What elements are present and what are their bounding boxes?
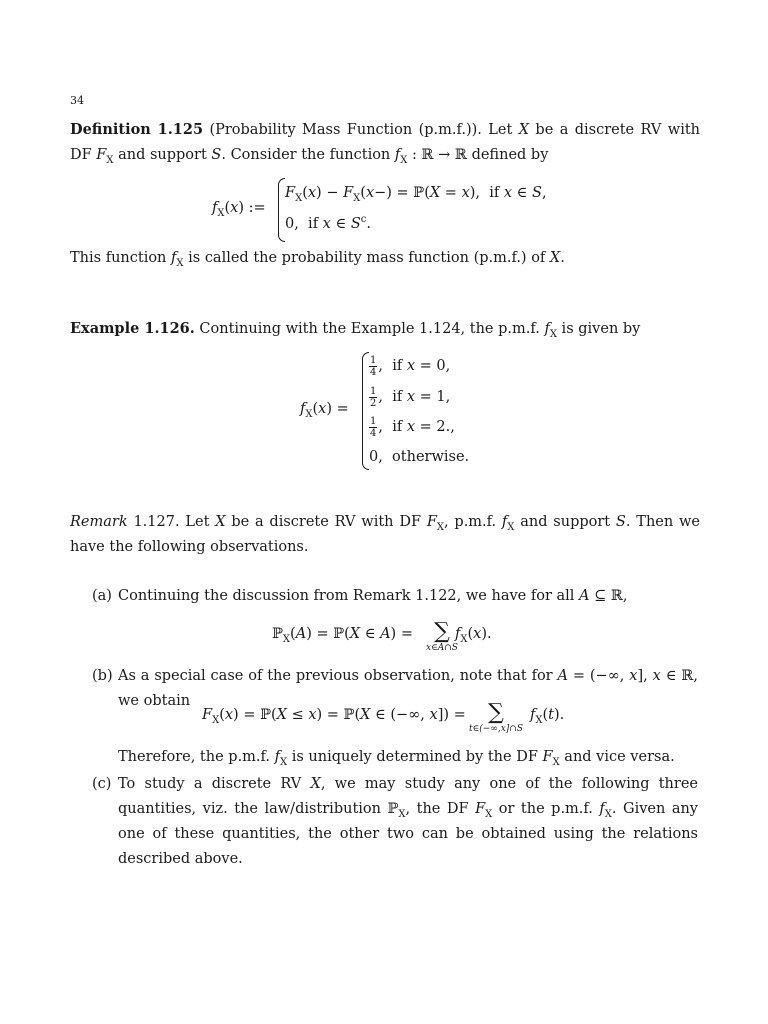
left-brace: [362, 352, 369, 470]
equation-b-rhs: $f_X(t)$.: [530, 707, 565, 726]
definition-title: (Probability Mass Function (p.m.f.)).: [209, 122, 482, 138]
page-number: 34: [70, 94, 84, 107]
item-label: (b): [92, 668, 113, 684]
example-equation-lhs: $f_X(x)$ =: [300, 401, 349, 420]
example-case-1: $\frac{1}{4}$ , if x = 0,: [370, 354, 451, 378]
remark-number: 1.127.: [133, 514, 180, 530]
example-case-4: 0, otherwise.: [369, 449, 470, 465]
definition-heading: Definition 1.125: [70, 121, 204, 138]
remark-item-a: (a) Continuing the discussion from Remark 1.122, we have for all A ⊆ ℝ,: [92, 584, 698, 609]
definition-case-1: $F_X(x) - F_X(x-)$ = ℙ(X = x), if x ∈ S,: [285, 185, 547, 204]
fraction-one-quarter: $\frac{1}{4}$: [370, 354, 377, 378]
remark-item-b: (b) As a special case of the previous observation, note that for A = (−∞, x], x ∈ ℝ, we obtain: [92, 664, 698, 714]
equation-a-rhs: $f_X(x)$.: [455, 626, 492, 645]
example-heading: Example 1.126.: [70, 320, 195, 337]
example-case-3: $\frac{1}{4}$ , if x = 2.,: [370, 415, 455, 439]
remark-item-c: (c) To study a discrete RV X, we may study any one of the following three quantities, viz. the law/distribution ℙ$_X$, the DF $F_X$ or the p.m.f. $f_X$. Given any one of these quantities, the other two can be obtained using the relations described above.: [92, 772, 698, 872]
example-case-2: $\frac{1}{2}$ , if x = 1,: [370, 385, 451, 409]
remark-paragraph: Remark 1.127. Let X be a discrete RV with DF $F_X$, p.m.f. $f_X$ and support S. Then we have the following observations.: [70, 514, 700, 555]
equation-b-lhs: $F_X(x)$ = ℙ(X ≤ x) = ℙ(X ∈ (−∞, x]) =: [202, 707, 466, 726]
remark-heading: Remark: [70, 514, 128, 530]
left-brace: [278, 178, 285, 242]
fraction-one-quarter: $\frac{1}{4}$: [370, 415, 377, 439]
item-label: (a): [92, 588, 112, 604]
definition-case-2: 0, if x ∈ $S^c$.: [285, 214, 371, 232]
remark-item-b-continued: Therefore, the p.m.f. $f_X$ is uniquely determined by the DF $F_X$ and vice versa.: [118, 749, 675, 768]
example-paragraph: Example 1.126. Continuing with the Example 1.124, the p.m.f. $f_X$ is given by: [70, 320, 641, 340]
sum-symbol: ∑ x∈A∩S: [426, 619, 458, 653]
definition-equation-lhs: $f_X(x)$ :=: [212, 200, 266, 219]
definition-closing: This function $f_X$ is called the probability mass function (p.m.f.) of X.: [70, 250, 565, 269]
definition-paragraph: Definition 1.125 (Probability Mass Function (p.m.f.)). Let X be a discrete RV with DF $F_X$ and support S. Consider the function $f_X$ : ℝ → ℝ defined by: [70, 121, 700, 166]
fraction-one-half: $\frac{1}{2}$: [370, 385, 377, 409]
equation-a-lhs: ℙ$_X$(A) = ℙ(X ∈ A) =: [272, 626, 413, 645]
sum-symbol: ∑ t∈(−∞,x]∩S: [469, 700, 523, 734]
item-label: (c): [92, 776, 112, 792]
